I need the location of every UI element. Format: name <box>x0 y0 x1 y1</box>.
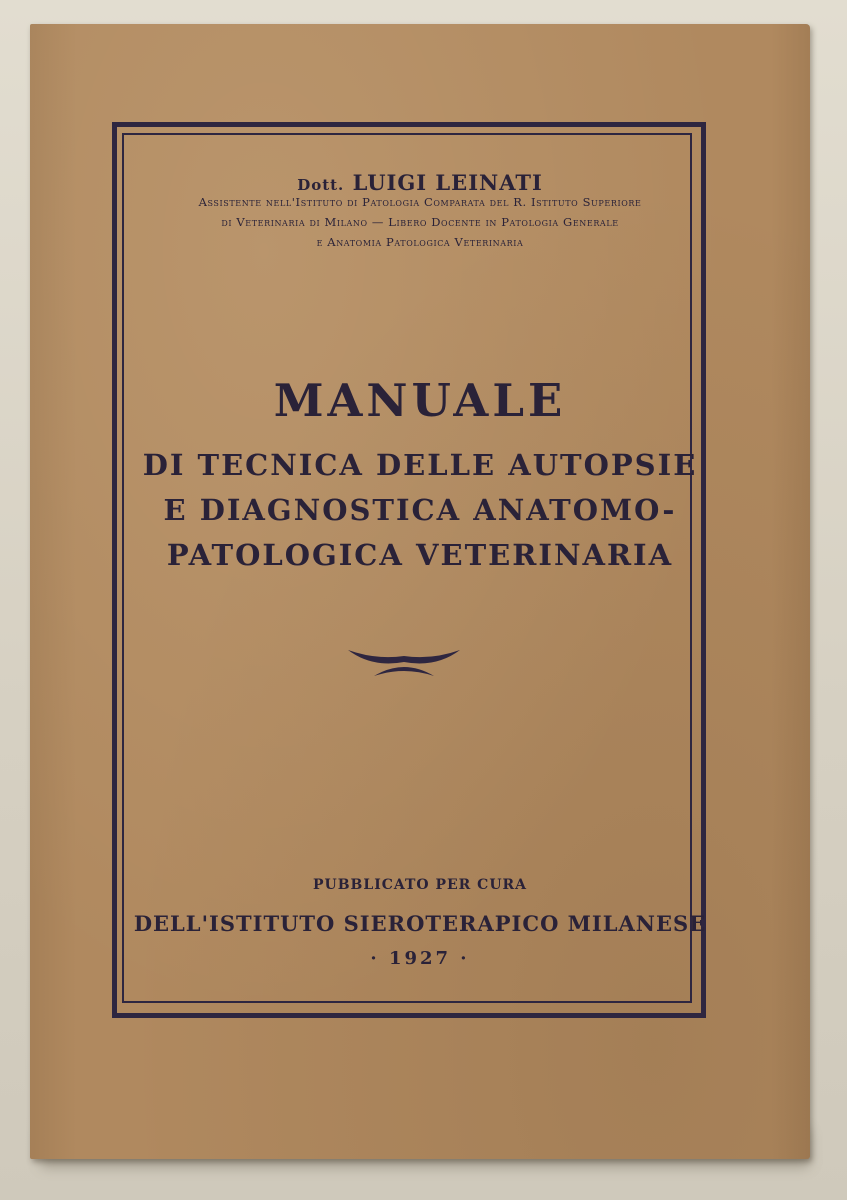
affiliation-line-1: Assistente nell'Istituto di Patologia Comparata del R. Istituto Superiore <box>198 195 642 209</box>
ornament-icon <box>346 646 462 680</box>
publisher-line-1: PUBBLICATO PER CURA <box>312 877 528 893</box>
publisher-line-2: DELL'ISTITUTO SIEROTERAPICO MILANESE <box>133 911 707 936</box>
book-title: MANUALE <box>273 374 567 427</box>
author-name: LUIGI LEINATI <box>352 170 543 195</box>
book-cover <box>30 24 810 1159</box>
subtitle-line-1: DI TECNICA DELLE AUTOPSIE <box>142 448 698 482</box>
subtitle-line-2: E DIAGNOSTICA ANATOMO- <box>163 493 677 527</box>
author-prefix: Dott. <box>297 176 345 194</box>
affiliation-line-3: e Anatomia Patologica Veterinaria <box>316 235 524 249</box>
affiliation-line-2: di Veterinaria di Milano — Libero Docente in Patologia Generale <box>221 215 619 229</box>
subtitle-line-3: PATOLOGICA VETERINARIA <box>166 538 674 572</box>
publication-year: · 1927 · <box>370 948 470 969</box>
